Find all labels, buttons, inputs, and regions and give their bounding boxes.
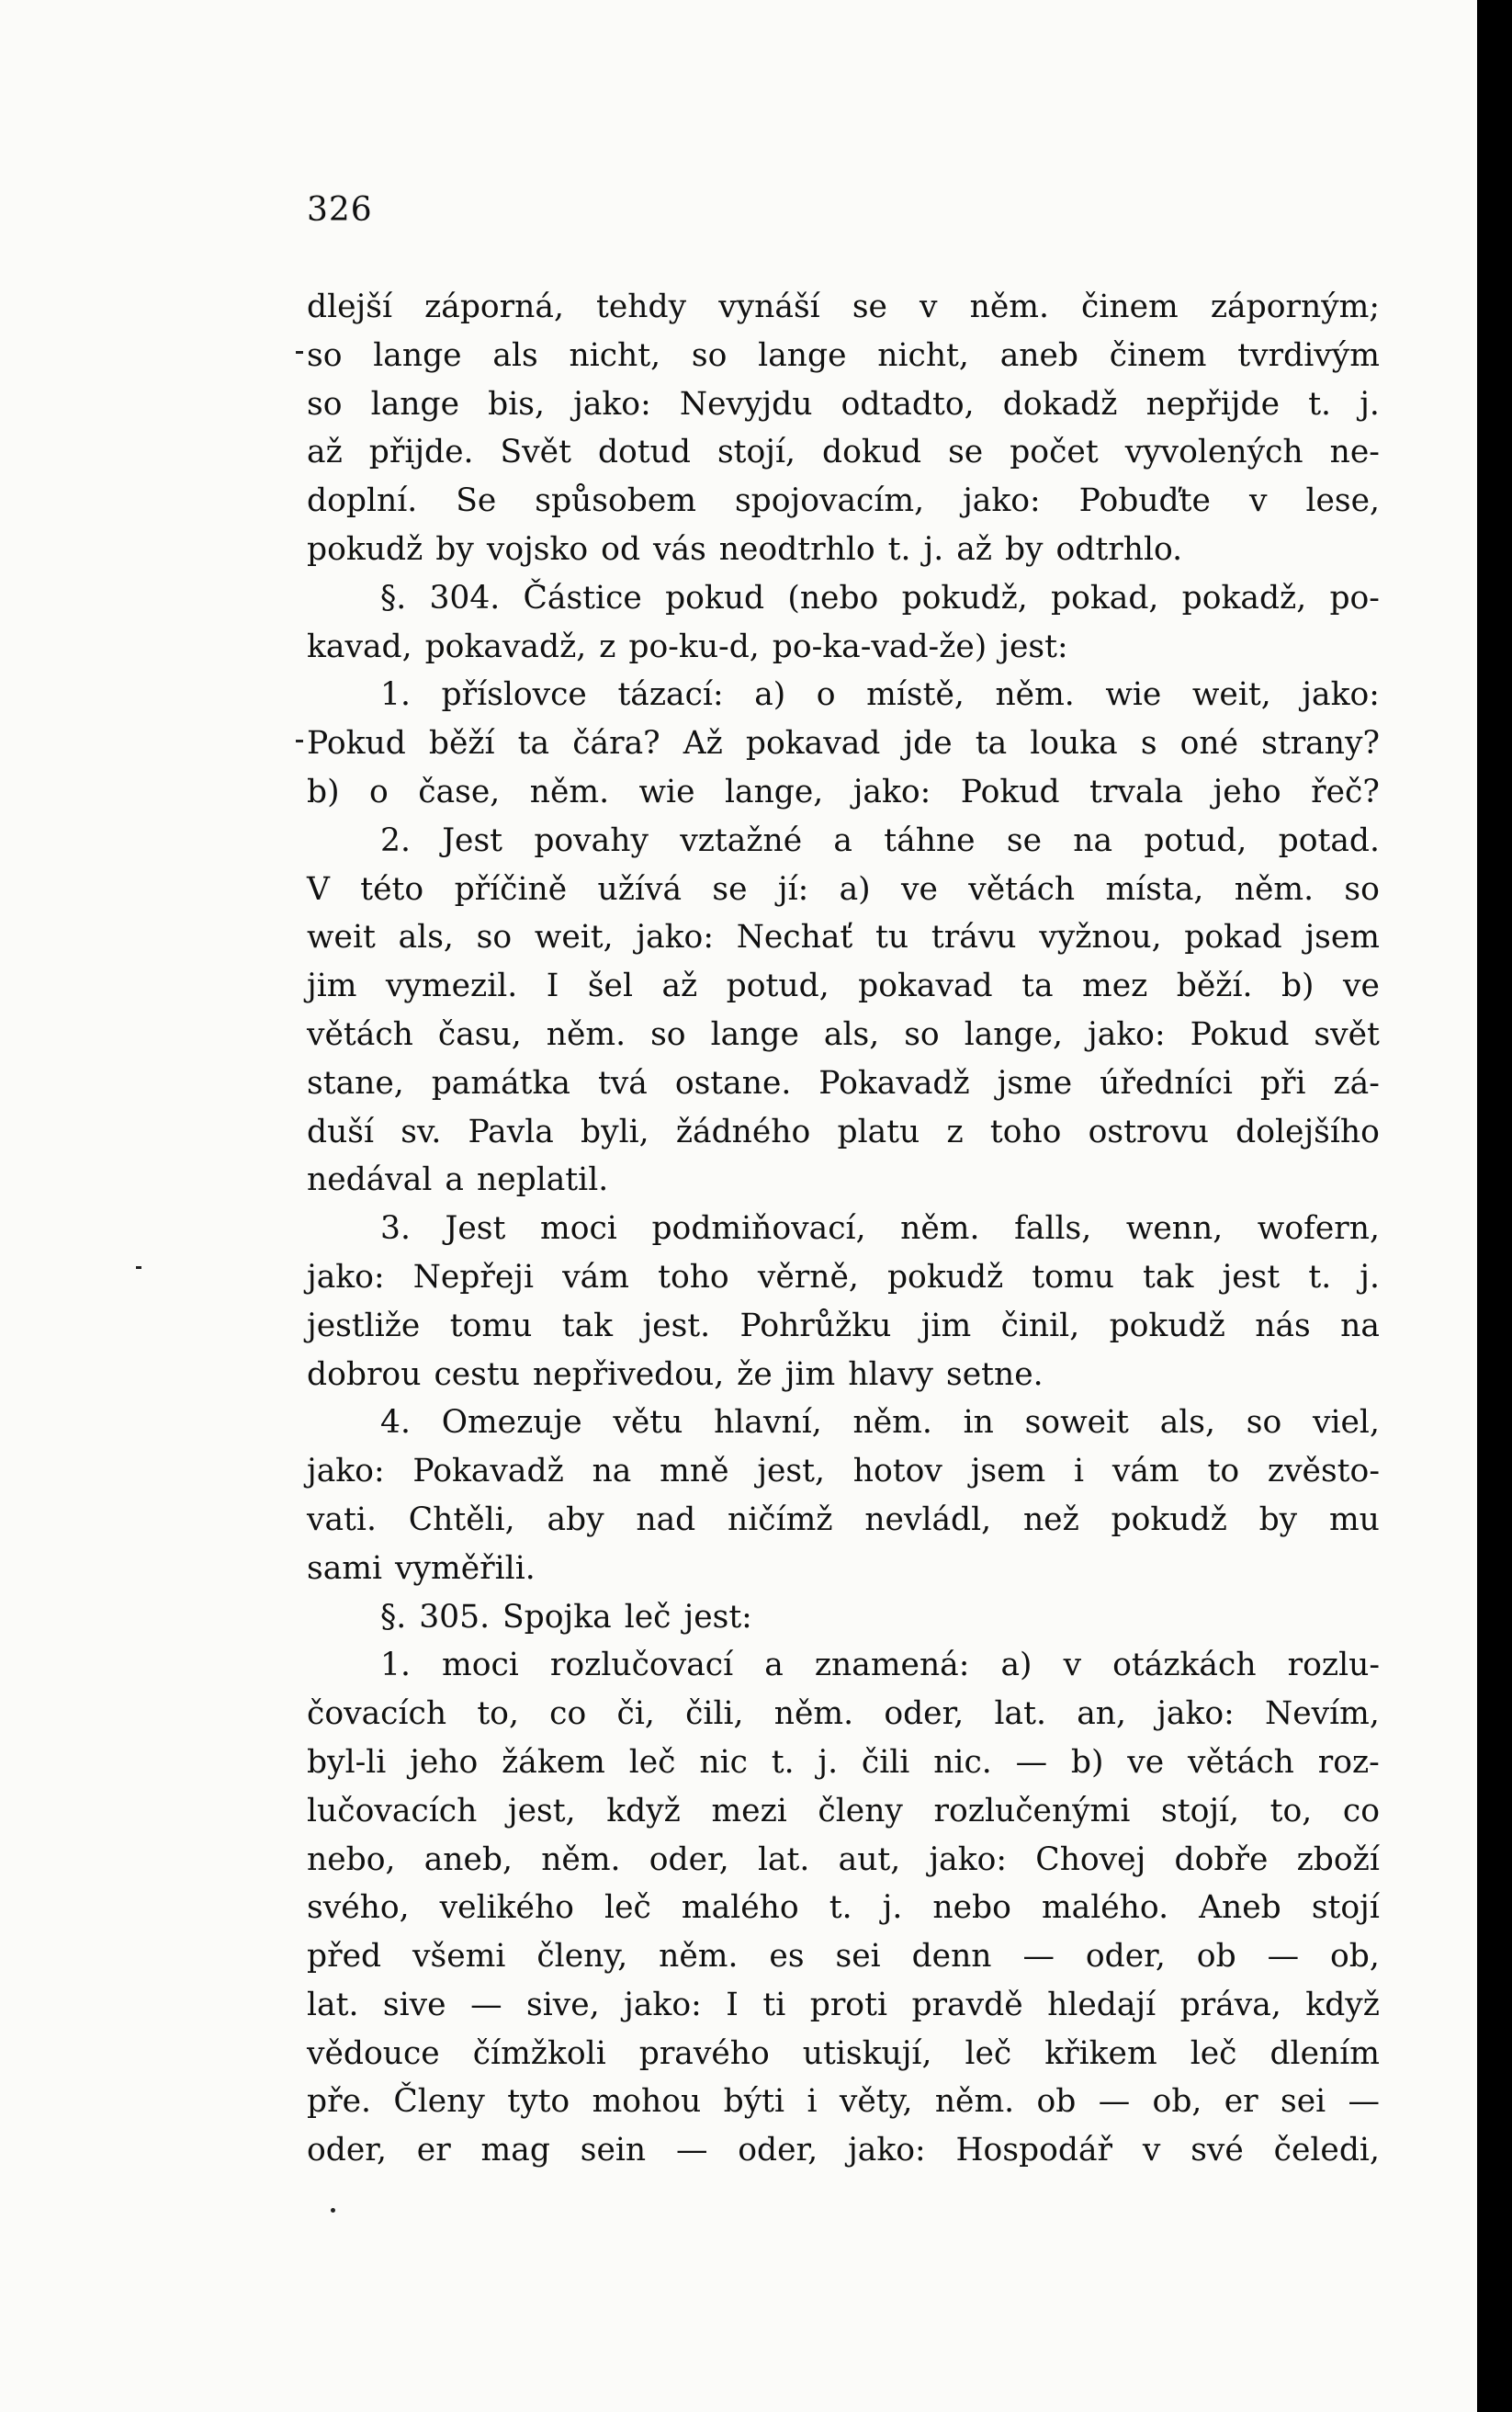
- text-line: jako: Nepřeji vám toho věrně, pokudž tomu tak jest t. j.: [307, 1258, 1380, 1296]
- text-line: so lange als nicht, so lange nicht, aneb činem tvrdivým: [307, 336, 1380, 374]
- text-line: kavad, pokavadž, z po-ku-d, po-ka-vad-že) jest:: [307, 628, 1068, 665]
- text-line: nebo, aneb, něm. oder, lat. aut, jako: Chovej dobře zboží: [307, 1840, 1380, 1878]
- text-line: dobrou cestu nepřivedou, že jim hlavy setne.: [307, 1355, 1044, 1393]
- text-line: doplní. Se spůsobem spojovacím, jako: Pobuďte v lese,: [307, 482, 1380, 520]
- text-line: dlejší záporná, tehdy vynáší se v něm. činem záporným;: [307, 289, 1380, 325]
- text-line: §. 304. Částice pokud (nebo pokudž, pokad, pokadž, po-: [380, 579, 1380, 617]
- margin-mark: [136, 1266, 141, 1269]
- text-line: lučovacích jest, když mezi členy rozlučenými stojí, to, co: [307, 1792, 1380, 1829]
- body-text: [307, 283, 1380, 2175]
- margin-mark: [331, 2208, 335, 2213]
- text-line: před všemi členy, něm. es sei denn — oder, ob — ob,: [307, 1938, 1380, 1976]
- text-line: vati. Chtěli, aby nad ničímž nevládl, než pokudž by mu: [307, 1500, 1380, 1538]
- page-number: 326: [307, 191, 373, 229]
- text-line: §. 305. Spojka leč jest:: [380, 1598, 752, 1636]
- text-line: pře. Členy tyto mohou býti i věty, něm. ob — ob, er sei —: [307, 2083, 1380, 2121]
- text-line: oder, er mag sein — oder, jako: Hospodář v své čeledi,: [307, 2132, 1380, 2169]
- text-line: stane, památka tvá ostane. Pokavadž jsme úředníci při zá-: [307, 1064, 1380, 1102]
- margin-mark: [296, 351, 303, 354]
- text-line: Pokud běží ta čára? Až pokavad jde ta louka s oné strany?: [307, 725, 1380, 763]
- text-line: weit als, so weit, jako: Nechať tu trávu vyžnou, pokad jsem: [307, 919, 1380, 957]
- text-line: 2. Jest povahy vztažné a táhne se na potud, potad.: [380, 821, 1380, 859]
- text-line: čovacích to, co či, čili, něm. oder, lat. an, jako: Nevím,: [307, 1695, 1380, 1733]
- text-line: byl-li jeho žákem leč nic t. j. čili nic. — b) ve větách roz-: [307, 1743, 1380, 1781]
- text-line: so lange bis, jako: Nevyjdu odtadto, dokadž nepřijde t. j.: [307, 385, 1380, 423]
- text-line: nedával a neplatil.: [307, 1161, 609, 1199]
- text-line: sami vyměřili.: [307, 1549, 536, 1587]
- text-line: až přijde. Svět dotud stojí, dokud se počet vyvolených ne-: [307, 434, 1380, 471]
- text-line: větách času, něm. so lange als, so lange, jako: Pokud svět: [307, 1015, 1380, 1053]
- text-line: jako: Pokavadž na mně jest, hotov jsem i vám to zvěsto-: [307, 1453, 1380, 1490]
- text-line: pokudž by vojsko od vás neodtrhlo t. j. až by odtrhlo.: [307, 530, 1183, 568]
- text-line: jestliže tomu tak jest. Pohrůžku jim činil, pokudž nás na: [307, 1307, 1380, 1344]
- text-line: svého, velikého leč malého t. j. nebo malého. Aneb stojí: [307, 1889, 1380, 1927]
- text-line: 1. příslovce tázací: a) o místě, něm. wie weit, jako:: [380, 676, 1380, 714]
- text-line: 1. moci rozlučovací a znamená: a) v otázkách rozlu-: [380, 1647, 1380, 1684]
- text-line: duší sv. Pavla byli, žádného platu z toho ostrovu dolejšího: [307, 1113, 1380, 1150]
- text-line: jim vymezil. I šel až potud, pokavad ta mez běží. b) ve: [307, 968, 1380, 1005]
- text-line: b) o čase, něm. wie lange, jako: Pokud trvala jeho řeč?: [307, 773, 1380, 810]
- text-line: lat. sive — sive, jako: I ti proti pravdě hledají práva, když: [307, 1986, 1380, 2023]
- scan-edge: [1477, 0, 1512, 2412]
- text-line: 3. Jest moci podmiňovací, něm. falls, wenn, wofern,: [380, 1210, 1380, 1248]
- text-line: 4. Omezuje větu hlavní, něm. in soweit als, so viel,: [380, 1404, 1380, 1442]
- margin-mark: [296, 740, 303, 742]
- text-line: V této příčině užívá se jí: a) ve větách místa, něm. so: [307, 870, 1380, 908]
- text-line: vědouce čímžkoli pravého utiskují, leč křikem leč dlením: [307, 2034, 1380, 2072]
